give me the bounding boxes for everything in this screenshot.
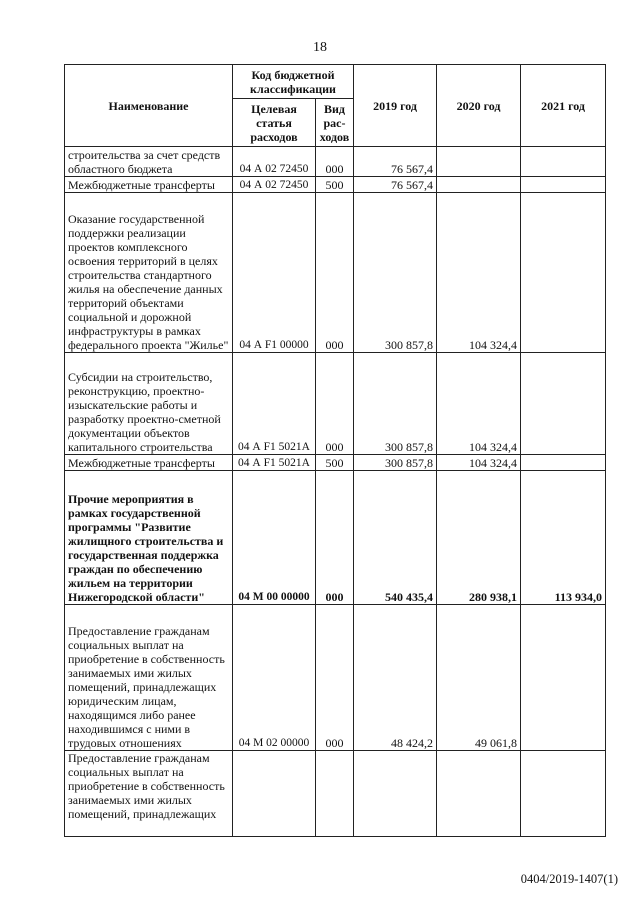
header-code-group: Код бюджетной классификации xyxy=(233,65,354,99)
row-kind: 000 xyxy=(316,353,354,455)
row-2020: 280 938,1 xyxy=(437,471,521,605)
row-2021 xyxy=(521,193,606,353)
header-year-2021: 2021 год xyxy=(521,65,606,147)
row-2021: 113 934,0 xyxy=(521,471,606,605)
row-2019 xyxy=(354,751,437,837)
table-row xyxy=(65,147,606,177)
table-row xyxy=(65,455,606,471)
table-row xyxy=(65,605,606,751)
page-number: 18 xyxy=(313,40,327,55)
row-2020 xyxy=(437,751,521,837)
table-row xyxy=(65,193,606,353)
row-name: Прочие мероприятия в рамках государственной программы "Развитие жилищного строительства и государственная поддержка граждан по обеспечению жильем на территории Нижегородской области" xyxy=(65,471,233,605)
row-2019: 48 424,2 xyxy=(354,605,437,751)
row-kind: 000 xyxy=(316,605,354,751)
row-2020 xyxy=(437,147,521,177)
row-2020: 49 061,8 xyxy=(437,605,521,751)
header-name: Наименование xyxy=(65,65,233,147)
budget-table xyxy=(64,64,606,837)
row-name: строительства за счет средств областного бюджета xyxy=(65,147,233,177)
row-kind: 000 xyxy=(316,193,354,353)
row-kind xyxy=(316,751,354,837)
row-name: Оказание государственной поддержки реализации проектов комплексного освоения территорий в целях строительства стандартного жилья на обеспечение данных территорий объектами социальной и дорожной инфраструктуры в рамках федерального проекта "Жилье" xyxy=(65,193,233,353)
row-2019: 300 857,8 xyxy=(354,193,437,353)
row-code: 04 М 00 00000 xyxy=(233,471,316,605)
table-row xyxy=(65,353,606,455)
row-code: 04 А F1 00000 xyxy=(233,193,316,353)
row-2021 xyxy=(521,177,606,193)
header-expense-type: Вид рас-ходов xyxy=(316,99,354,147)
row-code: 04 А 02 72450 xyxy=(233,147,316,177)
row-name: Межбюджетные трансферты xyxy=(65,455,233,471)
row-2019: 540 435,4 xyxy=(354,471,437,605)
row-kind: 000 xyxy=(316,471,354,605)
row-2019: 76 567,4 xyxy=(354,147,437,177)
row-2020: 104 324,4 xyxy=(437,353,521,455)
row-2019: 300 857,8 xyxy=(354,353,437,455)
row-2021 xyxy=(521,353,606,455)
row-2021 xyxy=(521,147,606,177)
row-2020 xyxy=(437,177,521,193)
row-kind: 500 xyxy=(316,177,354,193)
table-row xyxy=(65,177,606,193)
row-name: Межбюджетные трансферты xyxy=(65,177,233,193)
header-year-2019: 2019 год xyxy=(354,65,437,147)
document-code: 0404/2019-1407(1) xyxy=(520,872,618,886)
row-2020: 104 324,4 xyxy=(437,455,521,471)
table-header xyxy=(65,65,606,147)
row-kind: 000 xyxy=(316,147,354,177)
row-2019: 300 857,8 xyxy=(354,455,437,471)
row-2021 xyxy=(521,751,606,837)
row-name: Предоставление гражданам социальных выплат на приобретение в собственность занимаемых ими жилых помещений, принадлежащих юридическим лицам, находящимся либо ранее находившимся с ними в трудовых отношениях xyxy=(65,605,233,751)
row-2020: 104 324,4 xyxy=(437,193,521,353)
table-row xyxy=(65,751,606,837)
row-name: Предоставление гражданам социальных выплат на приобретение в собственность занимаемых ими жилых помещений, принадлежащих xyxy=(65,751,233,837)
header-year-2020: 2020 год xyxy=(437,65,521,147)
row-kind: 500 xyxy=(316,455,354,471)
row-2019: 76 567,4 xyxy=(354,177,437,193)
row-code: 04 А F1 5021А xyxy=(233,353,316,455)
row-code xyxy=(233,751,316,837)
row-2021 xyxy=(521,605,606,751)
table-body xyxy=(65,147,606,837)
row-2021 xyxy=(521,455,606,471)
row-code: 04 А F1 5021А xyxy=(233,455,316,471)
row-code: 04 М 02 00000 xyxy=(233,605,316,751)
header-target-article: Целевая статья расходов xyxy=(233,99,316,147)
row-name: Субсидии на строительство, реконструкцию, проектно-изыскательские работы и разработку проектно-сметной документации объектов капитального строительства xyxy=(65,353,233,455)
row-code: 04 А 02 72450 xyxy=(233,177,316,193)
table-row xyxy=(65,471,606,605)
